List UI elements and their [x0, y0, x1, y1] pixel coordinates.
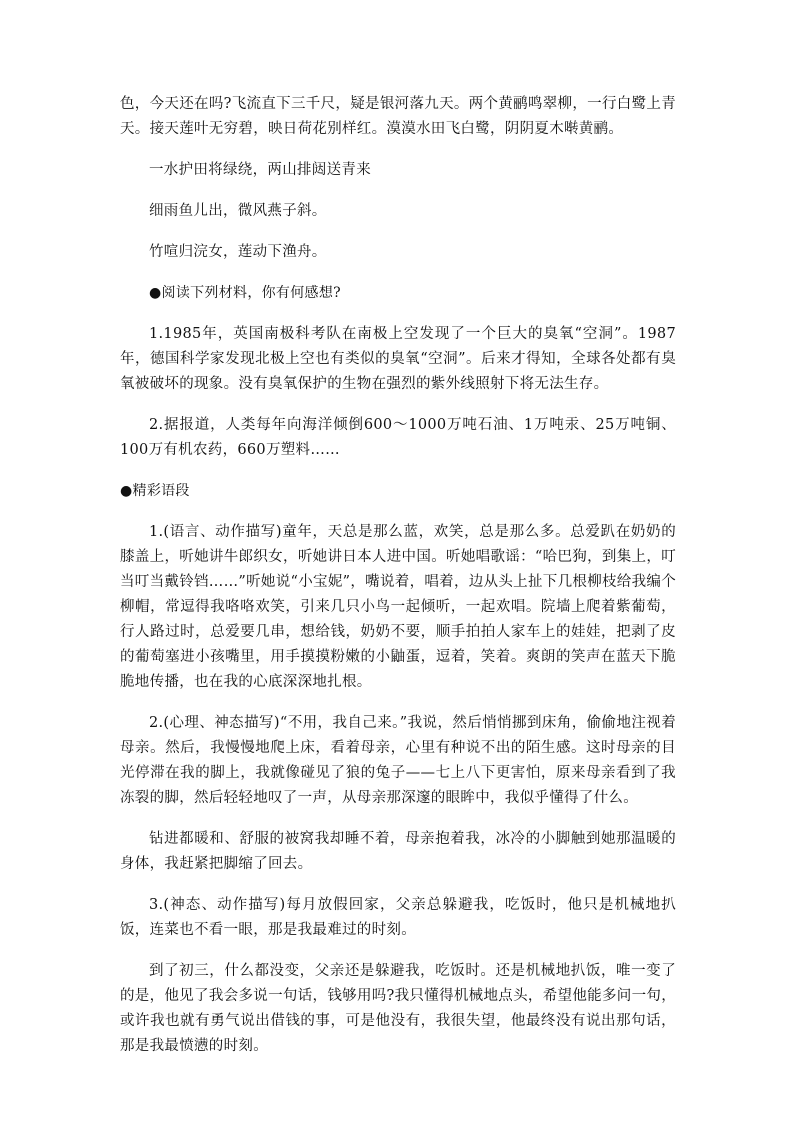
poem-excerpt-paragraph: 色，今天还在吗?飞流直下三千尺，疑是银河落九天。两个黄鹂鸣翠柳，一行白鹭上青天。接天莲叶无穷碧，映日荷花别样红。漠漠水田飞白鹭，阴阴夏木啭黄鹂。	[120, 96, 676, 137]
excerpt-3-continued: 到了初三，什么都没变，父亲还是躲避我，吃饭时。还是机械地扒饭，唯一变了的是，他见了我会多说一句话，钱够用吗?我只懂得机械地点头，希望他能多问一句，或许我也就有勇气说出借钱的事，可是他没有，我很失望，他最终没有说出那句话，那是我最愤懑的时刻。	[120, 963, 676, 1054]
poem-line-3: 竹喧归浣女，莲动下渔舟。	[149, 244, 327, 260]
material-item-1: 1.1985年，英国南极科考队在南极上空发现了一个巨大的臭氧“空洞”。1987年，德国科学家发现北极上空也有类似的臭氧“空洞”。后来才得知，全球各处都有臭氧被破坏的现象。没有臭氧保护的生物在强烈的紫外线照射下将无法生存。	[120, 326, 676, 392]
excerpt-1: 1.(语言、动作描写)童年，天总是那么蓝，欢笑，总是那么多。总爱趴在奶奶的膝盖上，听她讲牛郎织女，听她讲日本人进中国。听她唱歌谣：“哈巴狗，到集上，叮当叮当戴铃铛……”听她说“小宝妮”，嘴说着，唱着，边从头上扯下几根柳枝给我编个柳帽，常逗得我咯咯欢笑，引来几只小鸟一起倾听，一起欢唱。院墙上爬着紫葡萄，行人路过时，总爱要几串，想给钱，奶奶不要，顺手拍拍人家车上的娃娃，把剥了皮的葡萄塞进小孩嘴里，用手摸摸粉嫩的小鼬蛋，逗着，笑着。爽朗的笑声在蓝天下脆脆地传播，也在我的心底深深地扎根。	[120, 524, 676, 690]
excerpt-2: 2.(心理、神态描写)“不用，我自己来。”我说，然后悄悄挪到床角，偷偷地注视着母亲。然后，我慢慢地爬上床，看着母亲，心里有种说不出的陌生感。这时母亲的目光停滞在我的脚上，我就像碰见了狼的兔子——七上八下更害怕，原来母亲看到了我冻裂的脚，然后轻轻地叹了一声，从母亲那深邃的眼眸中，我似乎懂得了什么。	[120, 715, 676, 806]
excerpt-3: 3.(神态、动作描写)每月放假回家，父亲总躲避我，吃饭时，他只是机械地扒饭，连菜也不看一眼，那是我最难过的时刻。	[120, 897, 676, 938]
section-heading-reading: ●阅读下列材料，你有何感想?	[149, 285, 341, 301]
document-page	[120, 92, 676, 1059]
excerpt-2-continued: 钻进都暖和、舒服的被窝我却睡不着，母亲抱着我，冰冷的小脚触到她那温暖的身体，我赶紧把脚缩了回去。	[120, 831, 676, 872]
poem-line-2: 细雨鱼儿出，微风燕子斜。	[149, 203, 327, 219]
section-heading-excerpts: ●精彩语段	[120, 483, 190, 499]
material-item-2: 2.据报道，人类每年向海洋倾倒600～1000万吨石油、1万吨汞、25万吨铜、100万有机农药，660万塑料……	[120, 417, 676, 458]
poem-line-1: 一水护田将绿绕，两山排闼送青来	[149, 162, 371, 178]
